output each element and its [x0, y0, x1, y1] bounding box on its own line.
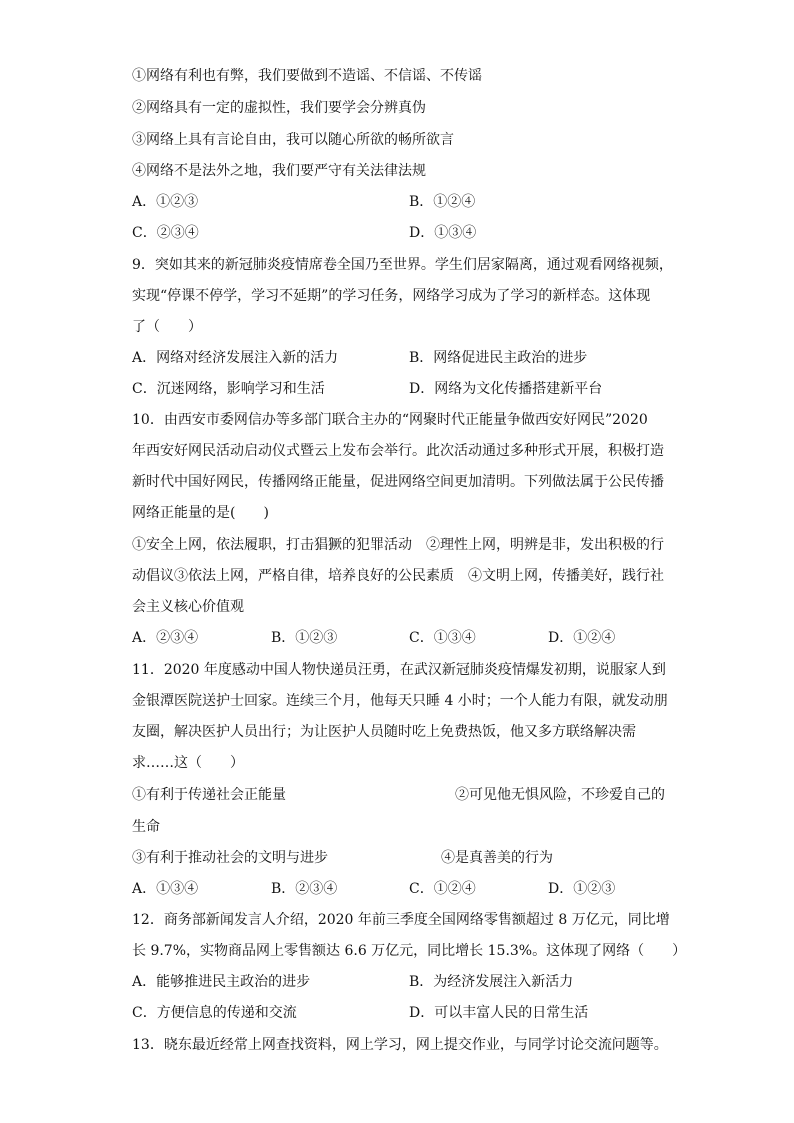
question-10-line-5: ①安全上网，依法履职，打击猖獗的犯罪活动 ②理性上网，明辨是非，发出积极的行 [132, 537, 664, 553]
option-c: C．方便信息的传递和交流 [132, 1005, 297, 1021]
question-9-line-2: 实现“停课不停学，学习不延期”的学习任务，网络学习成为了学习的新样态。这体现 [132, 288, 651, 304]
option-d: D．可以丰富人民的日常生活 [409, 1005, 589, 1021]
option-b: B．为经济发展注入新活力 [409, 974, 574, 990]
question-11-line-1: 11．2020 年度感动中国人物快递员汪勇，在武汉新冠肺炎疫情爆发初期，说服家人到 [132, 662, 666, 678]
question-9-line-1: 9．突如其来的新冠肺炎疫情席卷全国乃至世界。学生们居家隔离，通过观看网络视频， [132, 257, 673, 273]
question-10-line-1: 10．由西安市委网信办等多部门联合主办的“网聚时代正能量争做西安好网民”2020 [132, 412, 648, 428]
option-b: B．①②③ [271, 630, 338, 646]
statement-1: ①有利于传递社会正能量 [132, 787, 286, 803]
question-10-line-4: 网络正能量的是( ) [132, 505, 269, 521]
statement-1: ①网络有利也有弊，我们要做到不造谣、不信谣、不传谣 [132, 68, 482, 84]
statement-3: ③网络上具有言论自由，我可以随心所欲的畅所欲言 [132, 132, 454, 148]
option-a: A．网络对经济发展注入新的活力 [132, 350, 339, 366]
question-10-line-2: 年西安好网民活动启动仪式暨云上发布会举行。此次活动通过多种形式开展，积极打造 [132, 443, 664, 459]
option-d: D．①②③ [548, 881, 616, 897]
option-d: D．网络为文化传播搭建新平台 [409, 381, 603, 397]
option-d: D．①③④ [409, 225, 477, 241]
option-a: A．②③④ [132, 630, 199, 646]
option-a: A．①②③ [132, 194, 199, 210]
question-10-line-7: 会主义核心价值观 [132, 599, 244, 615]
option-c: C．①②④ [409, 881, 476, 897]
question-10-line-6: 动倡议③依法上网，严格自律，培养良好的公民素质 ④文明上网，传播美好，践行社 [132, 568, 664, 584]
statement-2-continued: 生命 [132, 819, 160, 835]
option-b: B．②③④ [271, 881, 338, 897]
question-13-line-1: 13．晓东最近经常上网查找资料，网上学习，网上提交作业，与同学讨论交流问题等。 [132, 1037, 668, 1053]
question-11-line-3: 友圈，解决医护人员出行；为让医护人员随时吃上免费热饭，他又多方联络解决需 [132, 724, 636, 740]
question-11-line-2: 金银潭医院送护士回家。连续三个月，他每天只睡 4 小时；一个人能力有限，就发动朋 [132, 693, 668, 709]
option-a: A．能够推进民主政治的进步 [132, 974, 311, 990]
question-11-line-4: 求……这（ ） [132, 755, 244, 771]
question-10-line-3: 新时代中国好网民，传播网络正能量，促进网络空间更加清明。下列做法属于公民传播 [132, 474, 664, 490]
statement-4: ④网络不是法外之地，我们要严守有关法律法规 [132, 163, 426, 179]
option-a: A．①③④ [132, 881, 199, 897]
option-b: B．①②④ [409, 194, 476, 210]
option-b: B．网络促进民主政治的进步 [409, 350, 588, 366]
question-9-line-3: 了（ ） [132, 319, 202, 335]
statement-2: ②网络具有一定的虚拟性，我们要学会分辨真伪 [132, 100, 426, 116]
statement-4: ④是真善美的行为 [441, 850, 553, 866]
option-c: C．①③④ [409, 630, 476, 646]
option-c: C．②③④ [132, 225, 199, 241]
statement-2: ②可见他无惧风险，不珍爱自己的 [455, 787, 665, 803]
question-12-line-1: 12．商务部新闻发言人介绍，2020 年前三季度全国网络零售额超过 8 万亿元，同比增 [132, 912, 670, 928]
option-d: D．①②④ [548, 630, 616, 646]
statement-3: ③有利于推动社会的文明与进步 [132, 850, 328, 866]
question-12-line-2: 长 9.7%，实物商品网上零售额达 6.6 万亿元，同比增长 15.3%。这体现了网络（ ） [132, 943, 687, 959]
option-c: C．沉迷网络，影响学习和生活 [132, 381, 325, 397]
